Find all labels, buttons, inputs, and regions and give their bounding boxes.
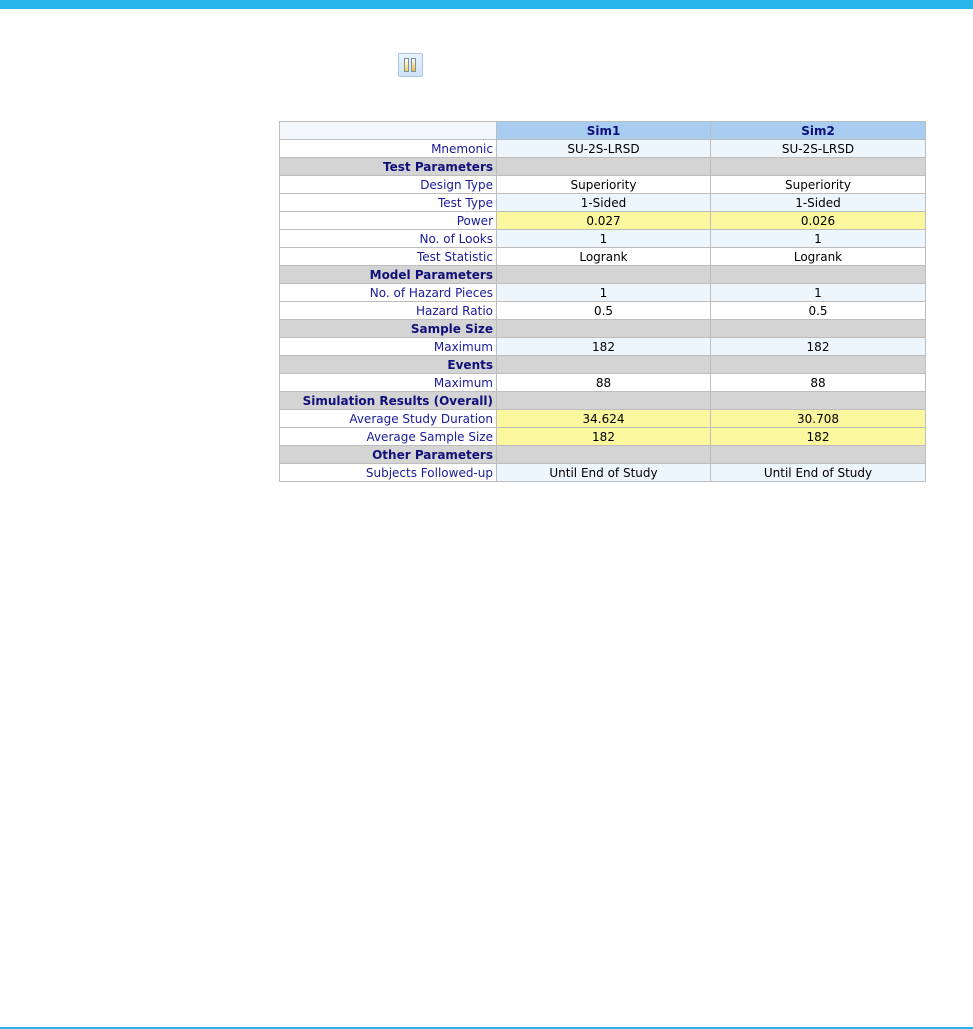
section-row xyxy=(280,356,926,374)
section-row xyxy=(280,266,926,284)
row-label: No. of Looks xyxy=(280,230,497,248)
value-cell: 88 xyxy=(497,374,711,392)
value-cell: 0.027 xyxy=(497,212,711,230)
value-cell: Until End of Study xyxy=(711,464,926,482)
value-cell: 1-Sided xyxy=(711,194,926,212)
compare-bar-left xyxy=(404,58,409,72)
section-blank-cell xyxy=(497,158,711,176)
table-row xyxy=(280,284,926,302)
value-cell: 182 xyxy=(711,338,926,356)
value-cell: 1 xyxy=(497,230,711,248)
column-header-sim2[interactable]: Sim2 xyxy=(711,122,926,140)
header-corner xyxy=(280,122,497,140)
value-cell: 1 xyxy=(711,230,926,248)
table-row xyxy=(280,140,926,158)
compare-bar-right xyxy=(411,58,416,72)
value-cell: Logrank xyxy=(711,248,926,266)
compare-button[interactable] xyxy=(398,53,423,77)
table-row xyxy=(280,464,926,482)
section-blank-cell xyxy=(497,320,711,338)
section-blank-cell xyxy=(497,356,711,374)
row-label: Test Type xyxy=(280,194,497,212)
section-row xyxy=(280,158,926,176)
section-label: Test Parameters xyxy=(280,158,497,176)
value-cell: Until End of Study xyxy=(497,464,711,482)
section-row xyxy=(280,392,926,410)
value-cell: Superiority xyxy=(497,176,711,194)
value-cell: SU-2S-LRSD xyxy=(497,140,711,158)
row-label: Power xyxy=(280,212,497,230)
section-label: Model Parameters xyxy=(280,266,497,284)
row-label: Subjects Followed-up xyxy=(280,464,497,482)
table-row xyxy=(280,302,926,320)
value-cell: 0.026 xyxy=(711,212,926,230)
value-cell: 182 xyxy=(711,428,926,446)
row-label: Maximum xyxy=(280,374,497,392)
row-label: Test Statistic xyxy=(280,248,497,266)
row-label: Average Study Duration xyxy=(280,410,497,428)
value-cell: 34.624 xyxy=(497,410,711,428)
value-cell: 182 xyxy=(497,338,711,356)
section-blank-cell xyxy=(711,392,926,410)
section-blank-cell xyxy=(497,392,711,410)
section-label: Simulation Results (Overall) xyxy=(280,392,497,410)
section-blank-cell xyxy=(711,158,926,176)
table-row xyxy=(280,176,926,194)
table-row xyxy=(280,230,926,248)
value-cell: 30.708 xyxy=(711,410,926,428)
value-cell: 1 xyxy=(711,284,926,302)
value-cell: 182 xyxy=(497,428,711,446)
value-cell: 0.5 xyxy=(497,302,711,320)
section-blank-cell xyxy=(711,320,926,338)
column-header-sim1[interactable]: Sim1 xyxy=(497,122,711,140)
table-row xyxy=(280,248,926,266)
table-header-row xyxy=(280,122,926,140)
table-row xyxy=(280,410,926,428)
comparison-table xyxy=(279,121,926,482)
section-blank-cell xyxy=(497,446,711,464)
section-blank-cell xyxy=(497,266,711,284)
window-top-bar xyxy=(0,0,973,9)
row-label: Maximum xyxy=(280,338,497,356)
section-label: Sample Size xyxy=(280,320,497,338)
value-cell: 0.5 xyxy=(711,302,926,320)
row-label: Average Sample Size xyxy=(280,428,497,446)
row-label: No. of Hazard Pieces xyxy=(280,284,497,302)
section-blank-cell xyxy=(711,446,926,464)
section-label: Events xyxy=(280,356,497,374)
section-label: Other Parameters xyxy=(280,446,497,464)
value-cell: 1 xyxy=(497,284,711,302)
section-blank-cell xyxy=(711,356,926,374)
section-row xyxy=(280,446,926,464)
table-body xyxy=(280,140,926,482)
value-cell: Superiority xyxy=(711,176,926,194)
table-row xyxy=(280,338,926,356)
section-blank-cell xyxy=(711,266,926,284)
row-label: Design Type xyxy=(280,176,497,194)
section-row xyxy=(280,320,926,338)
value-cell: 88 xyxy=(711,374,926,392)
table-row xyxy=(280,194,926,212)
value-cell: Logrank xyxy=(497,248,711,266)
value-cell: SU-2S-LRSD xyxy=(711,140,926,158)
table-row xyxy=(280,212,926,230)
value-cell: 1-Sided xyxy=(497,194,711,212)
table-row xyxy=(280,428,926,446)
table-row xyxy=(280,374,926,392)
row-label: Mnemonic xyxy=(280,140,497,158)
row-label: Hazard Ratio xyxy=(280,302,497,320)
